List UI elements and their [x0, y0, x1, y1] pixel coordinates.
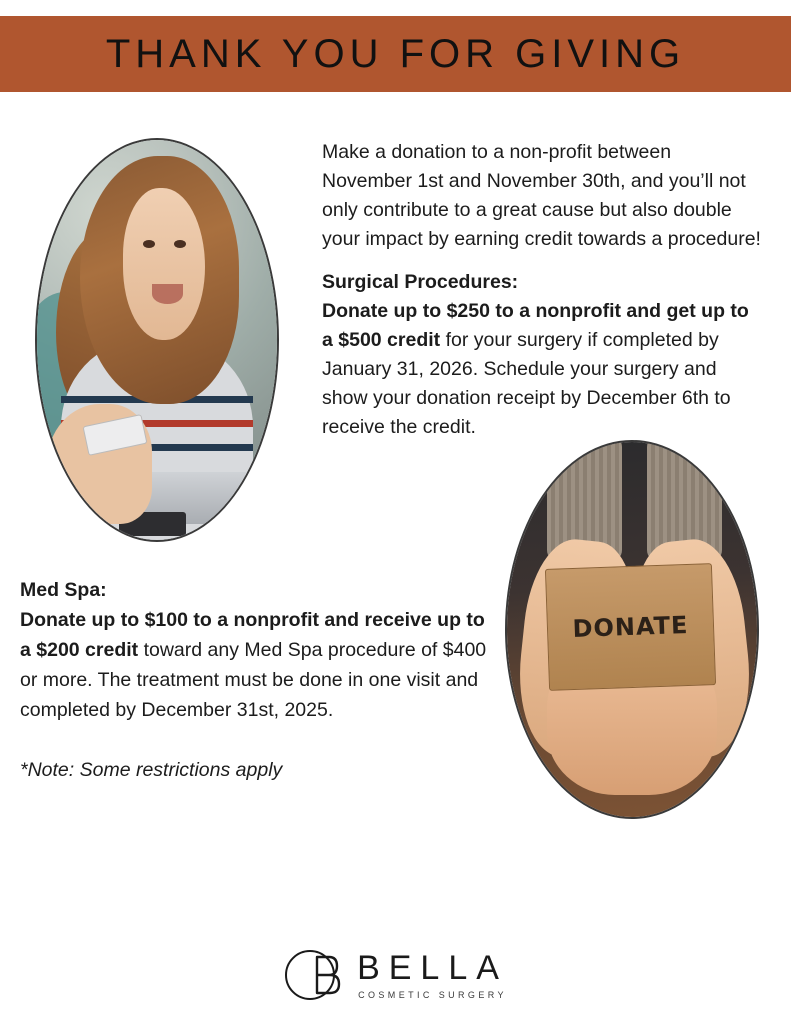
donate-sign: [545, 563, 716, 691]
medspa-heading: Med Spa:: [20, 579, 107, 601]
eye-shape: [174, 240, 186, 248]
header-banner: [0, 16, 791, 92]
bella-monogram-icon: [283, 944, 345, 1006]
footer-logo: [0, 944, 791, 1006]
restrictions-note: *Note: Some restrictions apply: [20, 759, 283, 781]
surgical-offer: Donate up to $250 to a nonprofit and get up to a $500 credit: [322, 300, 749, 351]
hands-holding-donate-sign-photo: [505, 440, 759, 819]
surgical-paragraph: [322, 268, 762, 442]
medspa-text-block: [20, 575, 490, 785]
surgical-heading: Surgical Procedures:: [322, 271, 519, 293]
intro-paragraph: Make a donation to a non-profit between November 1st and November 30th, and you’ll not only contribute to a great cause but also double your impact by earning credit towards a procedure!: [322, 141, 761, 250]
eye-shape: [143, 240, 155, 248]
donate-sign-text: DONATE: [572, 610, 689, 643]
medspa-offer: Donate up to $100 to a nonprofit and receive up to a $200 credit: [20, 609, 485, 661]
medspa-details: toward any Med Spa procedure of $400 or more. The treatment must be done in one visit and completed by December 31st, 2025.: [20, 639, 487, 721]
surgical-details: for your surgery if completed by January 31, 2026. Schedule your surgery and show your donation receipt by December 6th to receive the credit.: [322, 329, 731, 438]
page-title: THANK YOU FOR GIVING: [105, 31, 686, 76]
woman-with-credit-card-photo: [35, 138, 279, 542]
surgical-text-block: [322, 138, 762, 456]
brand-tagline: COSMETIC SURGERY: [358, 989, 507, 1000]
face-shape: [123, 188, 205, 340]
brand-wordmark: [357, 948, 508, 1000]
medspa-paragraph: [20, 575, 490, 725]
brand-name: BELLA: [357, 948, 508, 987]
